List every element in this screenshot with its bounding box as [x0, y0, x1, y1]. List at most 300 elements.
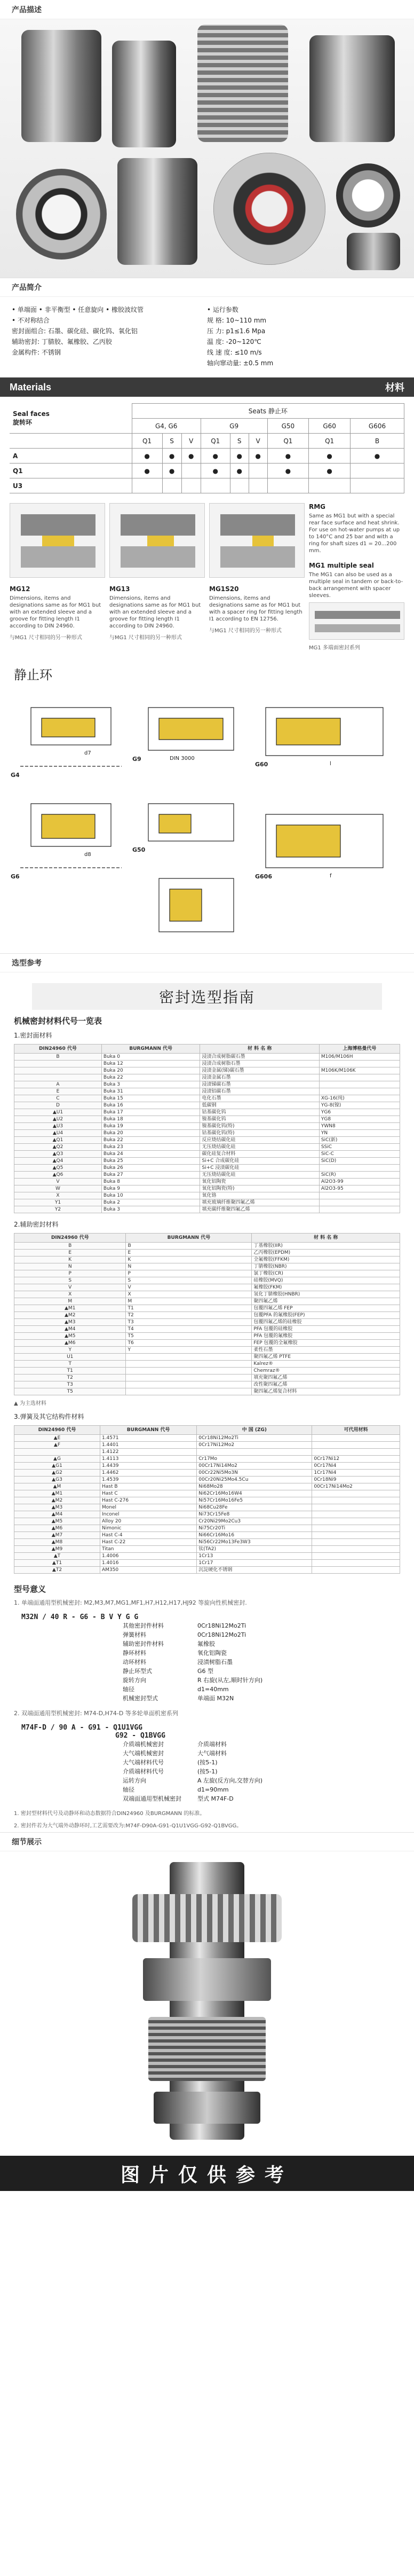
table-cell: B	[126, 1243, 252, 1250]
table-row	[14, 1511, 400, 1518]
table-cell: A	[14, 1081, 102, 1088]
table-row	[14, 1305, 400, 1312]
intro-right-line: 线 速 度: ≤10 m/s	[207, 349, 262, 356]
legend-key: 大气端材料代号	[123, 1759, 164, 1766]
table-cell: Si+C 浸渍碳化硅	[200, 1165, 319, 1172]
table-header-row	[14, 1426, 400, 1435]
table-row	[14, 1172, 400, 1179]
table-cell: 聚四氟乙烯	[252, 1298, 400, 1305]
table-cell: ▲Q3	[14, 1151, 102, 1158]
col-header: Q1	[267, 434, 309, 449]
mark	[201, 478, 230, 493]
table-cell: Buka 20	[101, 1067, 200, 1074]
table-cell	[319, 1165, 400, 1172]
legend-item	[123, 1694, 393, 1703]
table-cell: Buka 8	[101, 1179, 200, 1185]
table-row	[14, 1243, 400, 1250]
col-header: B	[351, 434, 404, 449]
faces-en: Seal faces	[13, 410, 50, 418]
table-cell: Titan	[100, 1546, 196, 1553]
table-row	[14, 1504, 400, 1511]
variant-drawing	[309, 602, 404, 640]
legend-item	[123, 1758, 393, 1767]
legend-item	[123, 1667, 393, 1676]
group-header: G4, G6	[132, 419, 201, 434]
t3-title: 3.弹簧及其它结构件材料	[14, 1413, 84, 1420]
code-legend	[123, 1621, 393, 1703]
mark	[162, 478, 181, 493]
table-row	[14, 1442, 400, 1449]
table-cell: Hast C-276	[100, 1497, 196, 1504]
table-cell: Buka 15	[101, 1095, 200, 1102]
table-row	[14, 1130, 400, 1137]
table-cell: ▲M1	[14, 1305, 126, 1312]
seal-photo-2	[112, 41, 176, 147]
variant-card	[209, 503, 305, 655]
table-cell: Buka 12	[101, 1061, 200, 1067]
table-cell	[312, 1560, 400, 1567]
materials-title-en: Materials	[10, 381, 52, 392]
table-cell: Cr20Ni29Mo2Cu3	[197, 1518, 312, 1525]
guide-main: 机械密封材料代号一览表	[14, 1016, 102, 1026]
mark: ●	[132, 464, 162, 478]
table-cell: FEP 包覆的全氟橡胶	[252, 1340, 400, 1347]
table-cell: Buka 24	[101, 1151, 200, 1158]
seats-label: Seats 静止环	[132, 404, 404, 419]
table-header-cell: BURGMANN 代号	[126, 1234, 252, 1243]
table-cell	[312, 1497, 400, 1504]
seal-photo-1	[21, 30, 101, 142]
code-line: M32N / 40 R - G6 - B V Y G G	[21, 1613, 139, 1621]
table-cell	[312, 1435, 400, 1442]
table-header-cell: BURGMANN 代号	[100, 1426, 196, 1435]
table-cell: ▲Q5	[14, 1165, 102, 1172]
table-cell: 丁基橡胶(IIR)	[252, 1243, 400, 1250]
intro-left-line: • 单端面 • 非平衡型 • 任意旋向 • 橡胶波纹管	[12, 306, 144, 313]
table-cell: 钴基碳化钨	[200, 1109, 319, 1116]
table-cell: T2	[126, 1312, 252, 1319]
dim-label: f	[330, 873, 332, 879]
table-cell: 无压烧结碳化硅	[200, 1144, 319, 1151]
dim-label: l	[330, 761, 331, 767]
table-cell: D	[14, 1102, 102, 1109]
table-row	[14, 1354, 400, 1361]
table-cell: ▲E	[14, 1435, 100, 1442]
table-row	[14, 1456, 400, 1463]
legend-item	[123, 1621, 393, 1630]
materials-bar	[0, 378, 414, 397]
table-cell: ▲Q1	[14, 1137, 102, 1144]
table-cell: M	[126, 1298, 252, 1305]
table-cell: T4	[126, 1326, 252, 1333]
table-cell: P	[14, 1270, 126, 1277]
col-header: V	[249, 434, 267, 449]
table-cell: 钴基碳化钨(特)	[200, 1130, 319, 1137]
seat-label-g9: G9	[132, 756, 141, 763]
table-row	[14, 1539, 400, 1546]
table-cell: 聚四氟乙烯复合材料	[252, 1388, 400, 1395]
variant-card	[109, 503, 205, 655]
legend-key: 其他密封件材料	[123, 1622, 164, 1629]
table-face-materials	[14, 1044, 400, 1213]
t2-note: ▲ 为主选材料	[14, 1401, 46, 1407]
faces-label	[10, 404, 132, 434]
table-row	[14, 1463, 400, 1470]
seat-label-g4: G4	[11, 772, 20, 779]
table-cell: 氧化铝陶瓷	[200, 1179, 319, 1185]
intro-right-line: 轴向窜动量: ±0.5 mm	[207, 359, 274, 367]
legend-item	[123, 1630, 393, 1639]
table-row	[14, 1109, 400, 1116]
table-cell: 浸渍铝碳石墨	[200, 1088, 319, 1095]
intro-right-line: 压 力: p1≤1.6 Mpa	[207, 327, 266, 335]
table-cell: 钛(TA2)	[197, 1546, 312, 1553]
table-row	[14, 1144, 400, 1151]
table-cell: SiC-C	[319, 1151, 400, 1158]
table-row	[14, 1095, 400, 1102]
table-cell: 柔性石墨	[252, 1347, 400, 1354]
table-cell: Buka 22	[101, 1074, 200, 1081]
table-row	[14, 1497, 400, 1504]
table-cell: YWN8	[319, 1123, 400, 1130]
table-cell: ▲M1	[14, 1490, 100, 1497]
mark: ●	[162, 449, 181, 464]
seat-label-g50: G50	[132, 846, 146, 853]
table-cell: Buka 3	[101, 1206, 200, 1213]
table-row	[14, 1319, 400, 1326]
table-header-cell: 上海博格曼代号	[319, 1044, 400, 1054]
table-cell: PFA 包覆的硅橡胶	[252, 1326, 400, 1333]
table-cell	[312, 1442, 400, 1449]
legend-item	[123, 1794, 393, 1803]
table-cell: 无压烧结碳化硅	[200, 1172, 319, 1179]
table-cell: Buka 25	[101, 1158, 200, 1165]
table-header-cell: DIN24960 代号	[14, 1426, 100, 1435]
mark: ●	[181, 449, 201, 464]
table-spring-materials	[14, 1425, 400, 1574]
table-cell: 浸渍金属(锑)碳石墨	[200, 1067, 319, 1074]
legend-value: 氟橡胶	[197, 1640, 215, 1647]
table-row	[14, 1102, 400, 1109]
table-cell: S	[126, 1277, 252, 1284]
table-cell: 1Cr17Ni4	[312, 1470, 400, 1477]
table-cell: ▲M3	[14, 1319, 126, 1326]
table-row	[14, 1449, 400, 1456]
table-cell: ▲M7	[14, 1532, 100, 1539]
table-header-cell: 材 料 名 称	[252, 1234, 400, 1243]
table-cell: 1.4439	[100, 1463, 196, 1470]
table-cell: ▲M6	[14, 1525, 100, 1532]
mark: ●	[201, 464, 230, 478]
table-cell: 1.4401	[100, 1442, 196, 1449]
seat-label-g60: G60	[255, 761, 268, 768]
table-cell: 沉淀硬化不锈钢	[197, 1567, 312, 1574]
legend-key: 介质端材料代号	[123, 1768, 164, 1775]
variant-note: 与MG1 尺寸相同的另一种形式	[209, 628, 282, 634]
legend-value: d1=40mm	[197, 1686, 229, 1693]
table-cell	[312, 1539, 400, 1546]
table-cell: Buka 22	[101, 1137, 200, 1144]
table-row	[14, 1179, 400, 1185]
col-header: S	[230, 434, 249, 449]
table-cell: Alloy 20	[100, 1518, 196, 1525]
table-cell	[126, 1381, 252, 1388]
table-cell: Ni57Cr16Mo16Fe5	[197, 1497, 312, 1504]
table-cell	[319, 1061, 400, 1067]
table-cell: 镍基碳化钨	[200, 1116, 319, 1123]
legend-value: A 左旋(反方向,交替方向)	[197, 1777, 263, 1784]
col-header: S	[162, 434, 181, 449]
table-aux-materials	[14, 1233, 400, 1395]
table-row	[14, 1470, 400, 1477]
table-cell: 1.4016	[100, 1560, 196, 1567]
section-title-intro: 产品简介	[0, 278, 414, 297]
table-cell: Y1	[14, 1199, 102, 1206]
material-row	[10, 478, 404, 493]
table-row	[14, 1388, 400, 1395]
table-cell: AM350	[100, 1567, 196, 1574]
table-row	[14, 1340, 400, 1347]
table-cell: YG6	[319, 1109, 400, 1116]
table-cell: V	[126, 1284, 252, 1291]
mark	[351, 478, 404, 493]
section-title-detail: 细节展示	[0, 1832, 414, 1851]
table-row	[14, 1061, 400, 1067]
mark: ●	[162, 464, 181, 478]
table-row	[14, 1435, 400, 1442]
mark: ●	[230, 449, 249, 464]
table-row	[14, 1553, 400, 1560]
group-header: G60	[309, 419, 351, 434]
intro-right	[207, 304, 402, 368]
table-cell: N	[126, 1263, 252, 1270]
table-row	[14, 1277, 400, 1284]
footer-banner: 图片仅供参考	[0, 2156, 414, 2191]
table-row	[14, 1312, 400, 1319]
mark: ●	[230, 464, 249, 478]
table-row	[14, 1270, 400, 1277]
table-cell: ▲M5	[14, 1518, 100, 1525]
table-cell	[312, 1449, 400, 1456]
table-cell	[126, 1375, 252, 1381]
table-cell: 氯丁橡胶(CR)	[252, 1270, 400, 1277]
table-cell: U1	[14, 1354, 126, 1361]
table-cell: 丁腈橡胶(NBR)	[252, 1263, 400, 1270]
t1-title: 1.密封面材料	[14, 1032, 52, 1039]
legend-value: d1=90mm	[197, 1786, 229, 1793]
table-cell: T5	[126, 1333, 252, 1340]
table-cell: Ni68Mo28	[197, 1483, 312, 1490]
table-cell	[319, 1081, 400, 1088]
col-header: Q1	[132, 434, 162, 449]
table-cell	[312, 1511, 400, 1518]
intro-right-line: 温 度: -20~120℃	[207, 338, 261, 345]
table-cell: T5	[14, 1388, 126, 1395]
mark	[181, 464, 201, 478]
dim-label: DIN 3000	[170, 756, 195, 761]
table-cell: Inconel	[100, 1511, 196, 1518]
legend-value: (按5-1)	[197, 1759, 218, 1766]
table-row	[14, 1256, 400, 1263]
mark: ●	[267, 449, 309, 464]
table-cell: 硅橡胶(MVQ)	[252, 1277, 400, 1284]
code-block-1	[21, 1613, 393, 1703]
legend-value: 型式 M74F-D	[197, 1795, 234, 1802]
table-cell: ▲G1	[14, 1463, 100, 1470]
variant-note: 与MG1 尺寸相同的另一种形式	[10, 635, 82, 641]
table-cell: W	[14, 1185, 102, 1192]
table-cell: 00Cr22Ni5Mo3N	[197, 1470, 312, 1477]
table-cell: X	[126, 1291, 252, 1298]
mark: ●	[351, 449, 404, 464]
table-cell: K	[126, 1256, 252, 1263]
table-cell: ▲M4	[14, 1511, 100, 1518]
table-row	[14, 1333, 400, 1340]
table-cell: Buka 27	[101, 1172, 200, 1179]
section-title-selection: 选型参考	[0, 953, 414, 972]
table-row	[14, 1116, 400, 1123]
table-cell	[126, 1388, 252, 1395]
table-cell: Buka 2	[101, 1199, 200, 1206]
table-row	[14, 1361, 400, 1368]
table-cell: ▲F	[14, 1442, 100, 1449]
table-cell	[312, 1490, 400, 1497]
table-row	[14, 1368, 400, 1375]
table-cell: YG8	[319, 1116, 400, 1123]
legend-value: 氧化铝陶瓷	[197, 1650, 227, 1656]
table-cell: Buka 31	[101, 1088, 200, 1095]
table-cell	[14, 1067, 102, 1074]
table-cell: 改性聚四氟乙烯	[252, 1381, 400, 1388]
material-row	[10, 449, 404, 464]
code-block-2	[21, 1724, 393, 1803]
variant-text: The MG1 can also be used as a multiple seal in tandem or back-to-back arrangement with spacer sleeves.	[309, 572, 403, 599]
table-row	[14, 1291, 400, 1298]
table-row	[14, 1567, 400, 1574]
table-cell: 1Cr13	[197, 1553, 312, 1560]
table-cell: ▲G2	[14, 1470, 100, 1477]
table-cell: 1.4122	[100, 1449, 196, 1456]
table-cell: Ni62Cr16Mo16W4	[197, 1490, 312, 1497]
table-cell: E	[14, 1250, 126, 1256]
dim-label: d8	[84, 852, 91, 858]
table-cell: Al2O3-99	[319, 1179, 400, 1185]
table-cell: 1.4006	[100, 1553, 196, 1560]
table-row	[14, 1483, 400, 1490]
table-cell: Y2	[14, 1206, 102, 1213]
section-title-desc: 产品描述	[0, 0, 414, 19]
table-cell: Ni75Cr20Ti	[197, 1525, 312, 1532]
table-row	[14, 1067, 400, 1074]
table-cell	[14, 1074, 102, 1081]
variant-title: MG1 multiple seal	[309, 562, 374, 569]
mark	[351, 464, 404, 478]
table-row	[14, 1137, 400, 1144]
table-cell: ▲U4	[14, 1130, 102, 1137]
table-row	[14, 1054, 400, 1061]
table-cell: 0Cr17Ni12	[312, 1456, 400, 1463]
table-row	[14, 1088, 400, 1095]
table-cell: C	[14, 1095, 102, 1102]
table-cell	[319, 1199, 400, 1206]
table-cell: 1.4462	[100, 1470, 196, 1477]
table-cell: Buka 9	[101, 1185, 200, 1192]
table-cell: X	[14, 1192, 102, 1199]
mark	[181, 478, 201, 493]
table-cell	[312, 1567, 400, 1574]
table-cell: P	[126, 1270, 252, 1277]
faces-cn: 旋转环	[13, 418, 33, 426]
table-cell: M106K/M106K	[319, 1067, 400, 1074]
legend-value: 0Cr18Ni12Mo2Ti	[197, 1631, 246, 1638]
variant-text: Dimensions, items and designations same as for MG1 but with an extended sleeve and a groove for fitting length I1 according to DIN 24960.	[10, 595, 101, 629]
variant-card-multi	[309, 503, 404, 655]
table-row	[14, 1074, 400, 1081]
code-legend	[123, 1740, 393, 1803]
table-cell: T3	[126, 1319, 252, 1326]
table-cell: Hast C-4	[100, 1532, 196, 1539]
variant-note: MG1 多端面密封系列	[309, 645, 360, 651]
table-cell	[319, 1074, 400, 1081]
legend-key: 轴径	[123, 1686, 134, 1693]
table-cell: ▲T2	[14, 1567, 100, 1574]
table-cell: Buka 3	[101, 1081, 200, 1088]
material-row	[10, 464, 404, 478]
mark: ●	[249, 449, 267, 464]
seat-title: 静止环	[14, 667, 52, 682]
table-cell: ▲M6	[14, 1340, 126, 1347]
table-cell: Hast B	[100, 1483, 196, 1490]
table-cell: T1	[126, 1305, 252, 1312]
table-cell: 00Cr17Ni14Mo2	[312, 1483, 400, 1490]
legend-key: 运转方向	[123, 1777, 146, 1784]
table-cell	[319, 1206, 400, 1213]
table-cell: Monel	[100, 1504, 196, 1511]
table-cell	[312, 1525, 400, 1532]
table-cell: 聚四氟乙烯 PTFE	[252, 1354, 400, 1361]
row-name: A	[10, 449, 132, 464]
table-cell: SiC(D)	[319, 1158, 400, 1165]
variant-note: 与MG1 尺寸相同的另一种形式	[109, 635, 182, 641]
table-cell: 0Cr18Ni9	[312, 1477, 400, 1483]
legend-value: 浸渍树脂石墨	[197, 1659, 233, 1666]
table-cell: Buka 0	[101, 1054, 200, 1061]
table-cell: 00Cr17Ni14Mo2	[197, 1463, 312, 1470]
guide-title: 密封选型指南	[32, 983, 382, 1010]
intro-left	[12, 304, 207, 368]
intro-block	[0, 297, 414, 378]
table-cell: SiC(新)	[319, 1137, 400, 1144]
variant-drawing	[10, 503, 105, 578]
group-header: G9	[201, 419, 267, 434]
table-cell: 填充玻璃纤维聚四氟乙烯	[200, 1199, 319, 1206]
table-cell: ▲M4	[14, 1326, 126, 1333]
table-cell: YN	[319, 1130, 400, 1137]
table-cell: Ni68Cu28Fe	[197, 1504, 312, 1511]
table-cell: 包覆四氟乙烯的硅橡胶	[252, 1319, 400, 1326]
variant-title: MG12	[10, 585, 30, 593]
t2-title: 2.辅助密封材料	[14, 1221, 59, 1228]
table-row	[14, 1477, 400, 1483]
variant-drawing	[109, 503, 205, 578]
col-header: Q1	[201, 434, 230, 449]
table-cell: 乙丙橡胶(EPDM)	[252, 1250, 400, 1256]
table-header-cell: 可代用材料	[312, 1426, 400, 1435]
group-header: G50	[267, 419, 309, 434]
mark	[249, 464, 267, 478]
mark: ●	[309, 449, 351, 464]
table-cell: 氢化丁腈橡胶(HNBR)	[252, 1291, 400, 1298]
